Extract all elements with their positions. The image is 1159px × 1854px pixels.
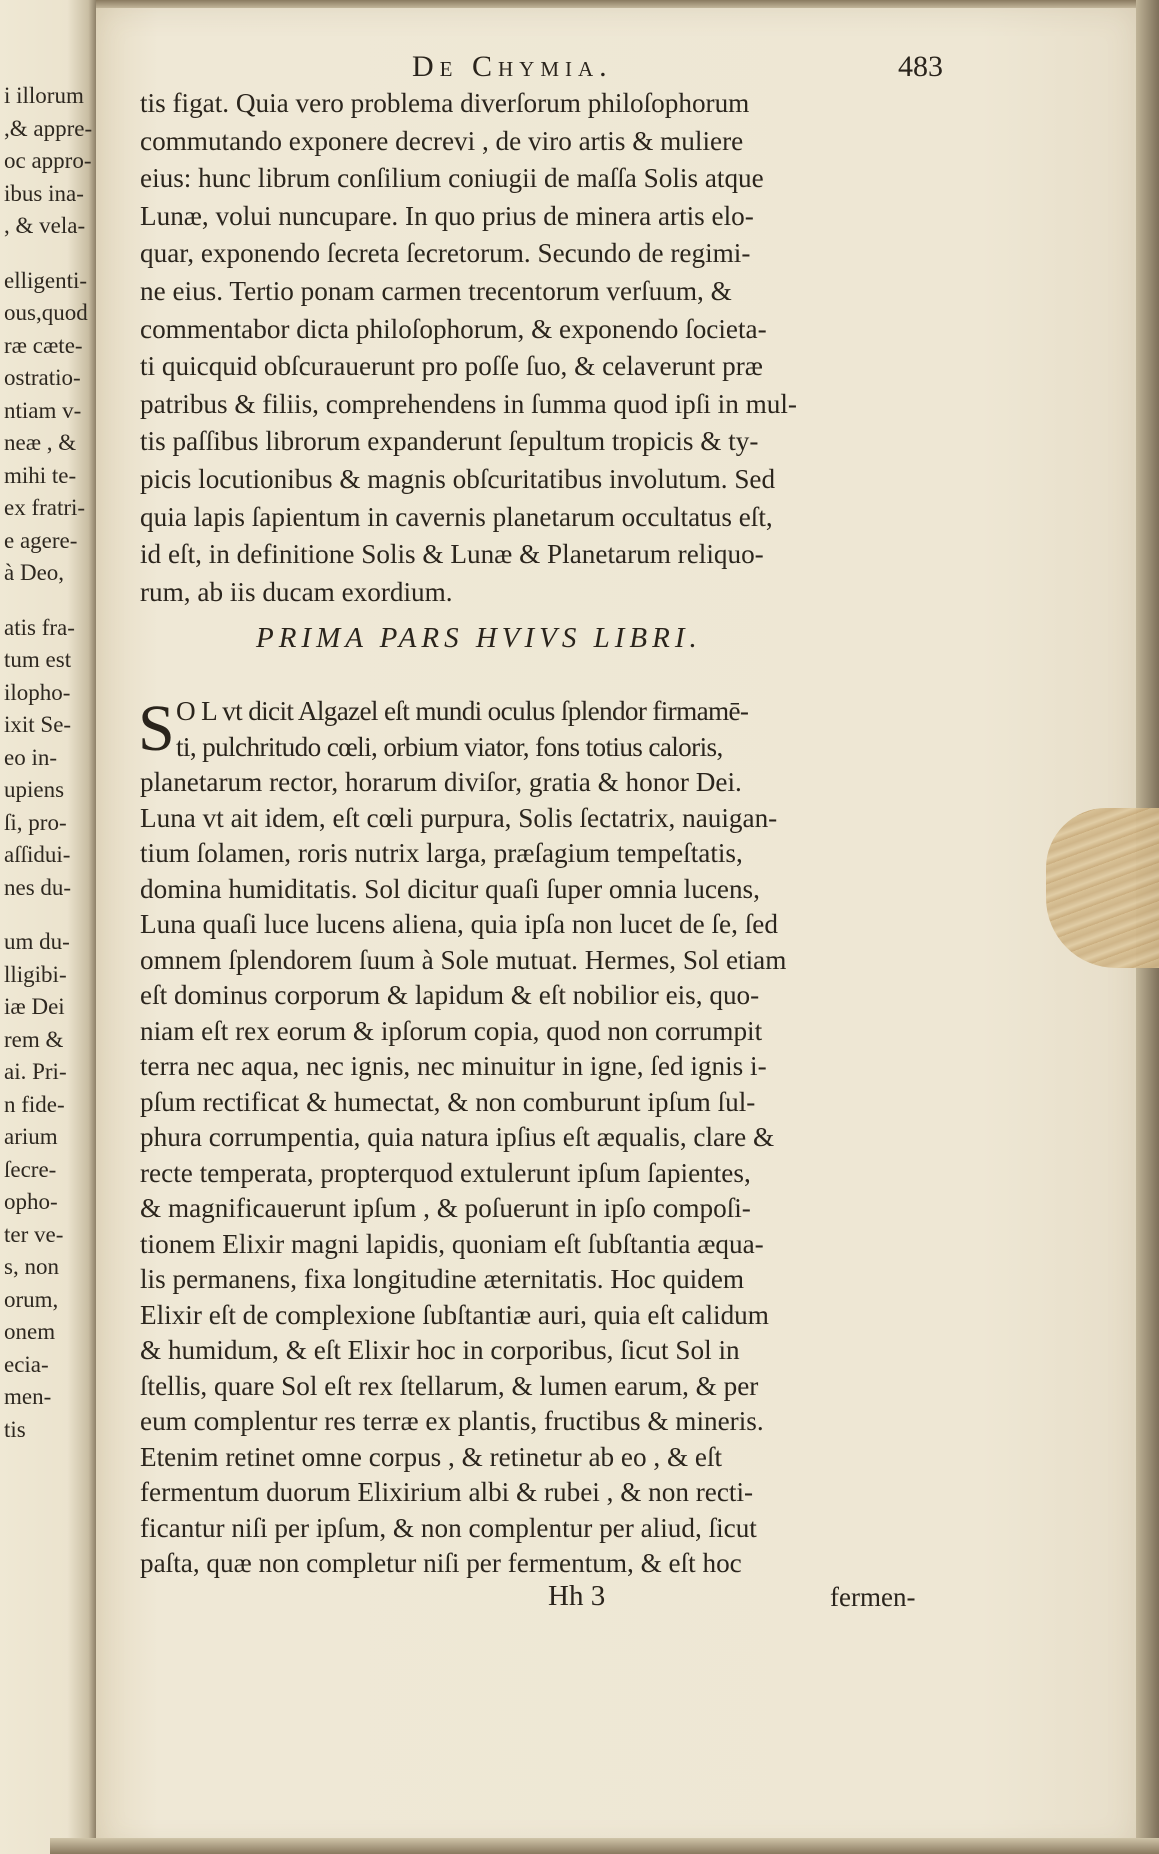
text-line: commutando exponere decrevi , de viro artis & muliere <box>140 125 744 156</box>
margin-fragment: opho- <box>4 1189 58 1214</box>
margin-fragment: n fide- <box>4 1091 65 1117</box>
text-line: eius: hunc librum conſilium coniugii de maſſa Solis atque <box>140 163 764 194</box>
text-line: ne eius. Tertio ponam carmen trecentorum verſuum, & <box>140 276 732 306</box>
margin-fragment: ,& appre- <box>4 115 92 141</box>
text-line: ſtellis, quare Sol eſt rex ſtellarum, & lumen earum, & per <box>140 1370 759 1401</box>
text-line: id eſt, in definitione Solis & Lunæ & Planetarum reliquo- <box>140 539 764 570</box>
margin-fragment: ixit Se- <box>4 712 72 737</box>
text-line: tionem Elixir magni lapidis, quoniam eſt ſubſtantia æqua- <box>140 1228 764 1259</box>
text-line: rum, ab iis ducam exordium. <box>140 576 453 607</box>
margin-fragment: à Deo, <box>4 560 65 585</box>
text-line: recte temperata, propterquod extulerunt ipſum ſapientes, <box>140 1157 751 1188</box>
margin-fragment: men- <box>4 1384 52 1409</box>
margin-fragment: ilopho- <box>4 679 71 705</box>
page-bottom-edge <box>50 1838 1159 1854</box>
margin-fragment: upiens <box>4 777 65 802</box>
margin-fragment: iæ Dei <box>4 994 65 1019</box>
text-line: omnem ſplendorem ſuum à Sole mutuat. Hermes, Sol etiam <box>140 944 787 975</box>
margin-fragment: , & vela- <box>4 213 86 238</box>
text-line: planetarum rector, horarum diviſor, gratia & honor Dei. <box>140 767 742 797</box>
margin-fragment: tum est <box>4 647 72 672</box>
text-line: pſum rectificat & humectat, & non comburunt ipſum ſul- <box>140 1086 756 1117</box>
text-line: domina humiditatis. Sol dicitur quaſi ſuper omnia lucens, <box>140 873 760 904</box>
text-line: phura corrumpentia, quia natura ipſius eſt æqualis, clare & <box>140 1122 775 1152</box>
text-line: Elixir eſt de complexione ſubſtantiæ auri, quia eſt calidum <box>140 1299 769 1330</box>
text-line: commentabor dicta philoſophorum, & exponendo ſocieta- <box>140 313 767 344</box>
margin-fragment: um du- <box>4 929 70 954</box>
text-line: tis figat. Quia vero problema diverſorum philoſophorum <box>140 88 750 118</box>
text-line: terra nec aqua, nec ignis, nec minuitur in igne, ſed ignis i- <box>140 1051 767 1081</box>
margin-fragment: nes du- <box>4 874 72 900</box>
previous-page-strip <box>0 0 96 1854</box>
text-line: quia lapis ſapientum in cavernis planetarum occultatus eſt, <box>140 501 773 532</box>
text-line: lis permanens, fixa longitudine æternitatis. Hoc quidem <box>140 1264 745 1294</box>
text-line: eſt dominus corporum & lapidum & eſt nobilior eis, quo- <box>140 980 760 1010</box>
margin-fragment: ecia- <box>4 1351 49 1377</box>
margin-fragment: oc appro- <box>4 148 92 173</box>
text-line: Etenim retinet omne corpus , & retinetur ab eo , & eſt <box>140 1441 723 1472</box>
text-line: O L vt dicit Algazel eſt mundi oculus ſplendor firmamē- <box>176 696 749 726</box>
page-number: 483 <box>898 50 943 83</box>
margin-fragment: ai. Pri- <box>4 1059 67 1084</box>
text-line: niam eſt rex eorum & ipſorum copia, quod non corrumpit <box>140 1015 763 1046</box>
margin-fragment: tis <box>4 1416 26 1442</box>
margin-fragment: ſecre- <box>4 1156 57 1182</box>
wooden-page-holder <box>1046 808 1159 968</box>
margin-fragment: rem & <box>4 1026 64 1052</box>
text-line: ti, pulchritudo cœli, orbium viator, fons totius caloris, <box>176 731 723 762</box>
margin-fragment: mihi te- <box>4 462 77 488</box>
margin-fragment: eo in- <box>4 744 58 770</box>
margin-fragment: e agere- <box>4 527 78 553</box>
margin-fragment: arium <box>4 1124 58 1149</box>
margin-fragment: ostratio- <box>4 365 81 390</box>
margin-fragment: ntiam v- <box>4 397 82 423</box>
margin-fragment: ter ve- <box>4 1221 64 1247</box>
text-line: picis locutionibus & magnis obſcuritatibus involutum. Sed <box>140 464 776 494</box>
margin-fragment: onem <box>4 1319 56 1344</box>
text-line: paſta, quæ non completur niſi per fermentum, & eſt hoc <box>140 1548 742 1578</box>
text-line: Luna vt ait idem, eſt cœli purpura, Solis ſectatrix, nauigan- <box>140 802 778 833</box>
margin-fragment: ex fratri- <box>4 495 86 520</box>
margin-fragment: ibus ina- <box>4 180 84 206</box>
margin-fragment: neæ , & <box>4 430 77 455</box>
text-line: Lunæ, volui nuncupare. In quo prius de minera artis elo- <box>140 200 754 231</box>
catchword: fermen- <box>830 1582 916 1612</box>
margin-fragment: lligibi- <box>4 961 67 987</box>
text-line: eum complentur res terræ ex plantis, fructibus & mineris. <box>140 1406 764 1436</box>
text-line: Luna quaſi luce lucens aliena, quia ipſa non lucet de ſe, ſed <box>140 909 778 939</box>
margin-fragment: ræ cæte- <box>4 332 83 358</box>
margin-fragment: aſſidui- <box>4 842 71 867</box>
margin-fragment: elligenti- <box>4 267 88 293</box>
section-heading: PRIMA PARS HVIVS LIBRI. <box>256 622 702 654</box>
text-line: tis paſſibus librorum expanderunt ſepultum tropicis & ty- <box>140 426 759 457</box>
text-line: fermentum duorum Elixirium albi & rubei , & non recti- <box>140 1477 754 1507</box>
margin-fragment: ous,quod <box>4 300 88 325</box>
signature-mark: Hh 3 <box>548 1580 606 1612</box>
text-line: & humidum, & eſt Elixir hoc in corporibus, ſicut Sol in <box>140 1335 740 1365</box>
running-title: De Chymia. <box>412 50 613 83</box>
text-line: ti quicquid obſcurauerunt pro poſſe ſuo, & celaverunt præ <box>140 351 763 382</box>
margin-fragment: s, non <box>4 1254 59 1279</box>
margin-fragment: i illorum <box>4 83 84 108</box>
margin-fragment: orum, <box>4 1286 59 1312</box>
margin-fragment: atis fra- <box>4 614 75 640</box>
drop-cap: S <box>138 692 175 765</box>
text-line: ficantur niſi per ipſum, & non complentur per aliud, ſicut <box>140 1512 757 1543</box>
text-line: & magnificauerunt ipſum , & poſuerunt in ipſo compoſi- <box>140 1193 751 1223</box>
text-line: tium ſolamen, roris nutrix larga, præſagium tempeſtatis, <box>140 838 743 868</box>
text-line: quar, exponendo ſecreta ſecretorum. Secundo de regimi- <box>140 238 751 269</box>
margin-fragment: ſi, pro- <box>4 809 67 835</box>
text-line: patribus & filiis, comprehendens in ſumma quod ipſi in mul- <box>140 388 797 419</box>
